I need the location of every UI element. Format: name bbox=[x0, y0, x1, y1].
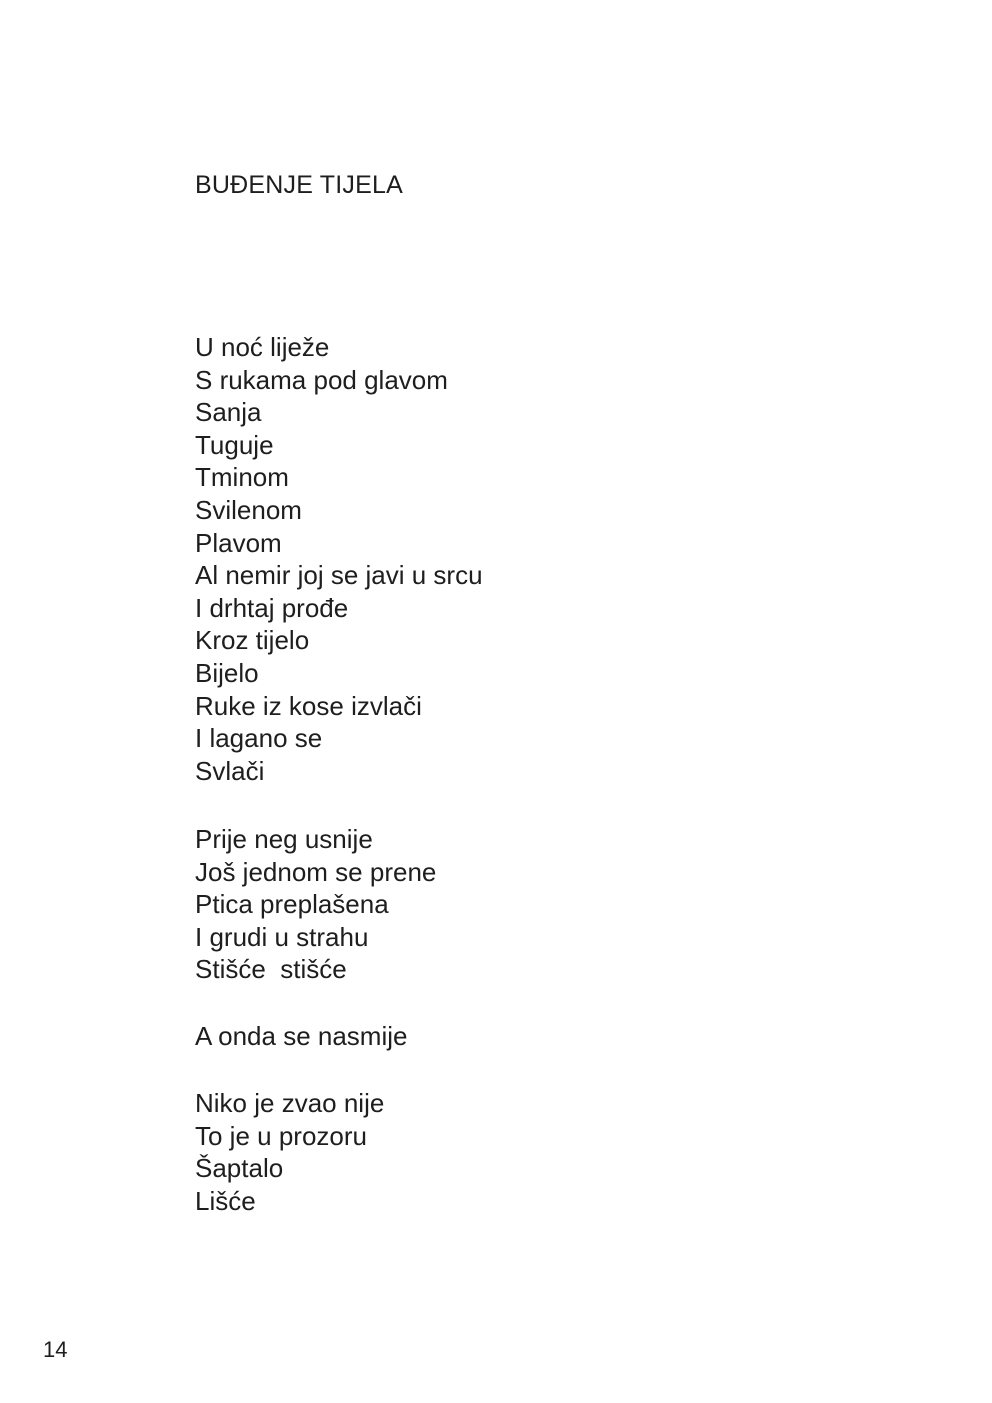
poem-stanza-1 bbox=[195, 331, 483, 787]
poem-line: Ruke iz kose izvlači bbox=[195, 690, 422, 721]
poem-line: Niko je zvao nije bbox=[195, 1088, 385, 1118]
poem-line: A onda se nasmije bbox=[195, 1021, 408, 1051]
poem-line: Šaptalo bbox=[195, 1153, 284, 1184]
poem-stanza-2 bbox=[195, 823, 436, 986]
poem-line: Prije neg usnije bbox=[195, 824, 373, 854]
poem-line: I grudi u strahu bbox=[195, 921, 369, 952]
poem-line: S rukama pod glavom bbox=[195, 364, 448, 395]
poem-line: Stišće stišće bbox=[195, 954, 347, 985]
poem-stanza-4 bbox=[195, 1087, 384, 1217]
poem-line: U noć liježe bbox=[195, 332, 330, 362]
poem-line: Kroz tijelo bbox=[195, 625, 310, 656]
poem-line: To je u prozoru bbox=[195, 1120, 367, 1151]
poem-stanza-3 bbox=[195, 1020, 407, 1053]
page-number: 14 bbox=[43, 1337, 68, 1362]
poem-line: Lišće bbox=[195, 1185, 256, 1216]
poem-line: Svlači bbox=[195, 755, 265, 786]
poem-line: Al nemir joj se javi u srcu bbox=[195, 560, 483, 591]
poem-line: Sanja bbox=[195, 397, 262, 428]
poem-line: Tuguje bbox=[195, 429, 274, 460]
poem-line: Još jednom se prene bbox=[195, 856, 437, 887]
poem-line: Ptica preplašena bbox=[195, 889, 389, 920]
poem-line: Bijelo bbox=[195, 657, 259, 688]
poem-line: Svilenom bbox=[195, 494, 302, 525]
poem-title: BUĐENJE TIJELA bbox=[195, 171, 403, 199]
poem-line: I drhtaj prođe bbox=[195, 592, 349, 623]
poem-line: I lagano se bbox=[195, 723, 323, 754]
poem-line: Tminom bbox=[195, 462, 289, 493]
poem-line: Plavom bbox=[195, 527, 282, 558]
